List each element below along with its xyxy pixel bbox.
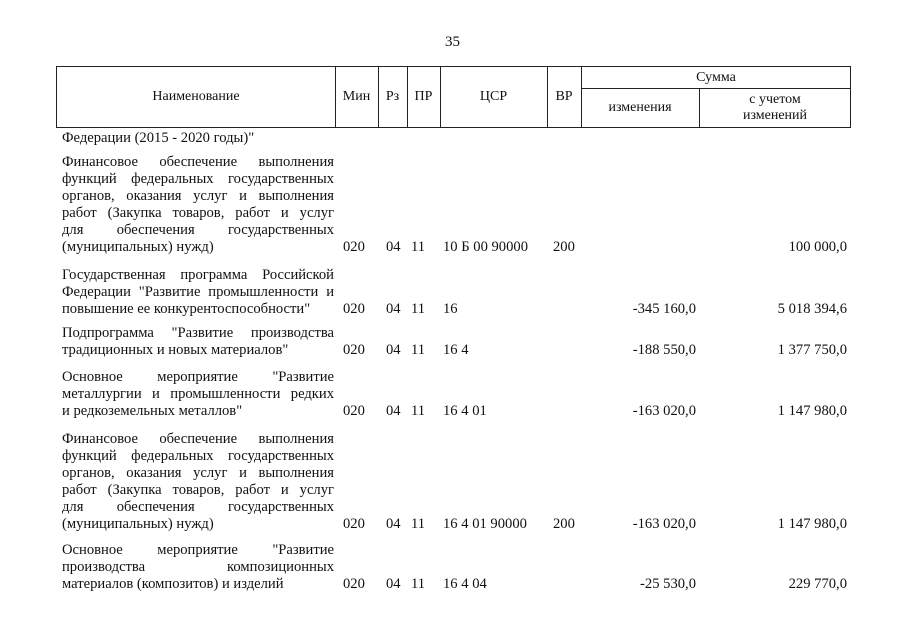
row-name-line: работ (Закупка товаров, работ и услуг: [62, 205, 334, 221]
cell-min: 020: [343, 516, 365, 532]
cell-min: 020: [343, 301, 365, 317]
cell-vr: 200: [553, 516, 575, 532]
cell-pr: 11: [411, 516, 426, 532]
cell-min: 020: [343, 239, 365, 255]
row-name: [62, 369, 334, 420]
row-name-line: органов, оказания услуг и выполнения: [62, 465, 334, 481]
cell-csr: 16 4 04: [443, 576, 487, 592]
row-name-line: функций федеральных государственных: [62, 171, 334, 187]
row-name: [62, 431, 334, 533]
header-divider: [581, 88, 851, 89]
row-name: [62, 154, 334, 256]
header-csr: ЦСР: [479, 89, 508, 104]
cell-pr: 11: [411, 576, 426, 592]
cell-rz: 04: [386, 301, 401, 317]
header-with-change-line: изменений: [742, 108, 808, 123]
cell-csr: 16 4: [443, 342, 469, 358]
cell-min: 020: [343, 576, 365, 592]
cell-total: 1 377 750,0: [777, 342, 847, 358]
row-name-line: металлургии и промышленности редких: [62, 386, 334, 402]
row-name-line: функций федеральных государственных: [62, 448, 334, 464]
row-name-line: (муниципальных) нужд): [62, 516, 214, 532]
cell-rz: 04: [386, 576, 401, 592]
row-name: [62, 267, 334, 318]
row-name-line: повышение ее конкурентоспособности": [62, 301, 311, 317]
table-header: [56, 66, 851, 128]
cell-rz: 04: [386, 239, 401, 255]
row-name-line: Финансовое обеспечение выполнения: [62, 154, 334, 170]
continuation-text: Федерации (2015 - 2020 годы)": [62, 130, 255, 146]
header-vr: ВР: [555, 89, 573, 104]
row-name: [62, 542, 334, 593]
cell-total: 5 018 394,6: [777, 301, 847, 317]
cell-pr: 11: [411, 403, 426, 419]
cell-min: 020: [343, 403, 365, 419]
cell-csr: 16: [443, 301, 458, 317]
cell-rz: 04: [386, 342, 401, 358]
row-name-line: Федерации "Развитие промышленности и: [62, 284, 334, 300]
cell-change: -345 160,0: [632, 301, 696, 317]
cell-pr: 11: [411, 239, 426, 255]
cell-change: -188 550,0: [632, 342, 696, 358]
row-name-line: (муниципальных) нужд): [62, 239, 214, 255]
row-name-line: для обеспечения государственных: [62, 222, 334, 238]
row-name-line: работ (Закупка товаров, работ и услуг: [62, 482, 334, 498]
cell-total: 1 147 980,0: [777, 516, 847, 532]
header-name: Наименование: [152, 89, 240, 104]
row-name-line: производства композиционных: [62, 559, 334, 575]
cell-csr: 16 4 01 90000: [443, 516, 527, 532]
cell-pr: 11: [411, 342, 426, 358]
row-name-line: органов, оказания услуг и выполнения: [62, 188, 334, 204]
row-name-line: Основное мероприятие "Развитие: [62, 369, 334, 385]
header-pr: ПР: [414, 89, 433, 104]
cell-csr: 16 4 01: [443, 403, 487, 419]
cell-min: 020: [343, 342, 365, 358]
cell-change: -163 020,0: [632, 516, 696, 532]
cell-change: -163 020,0: [632, 403, 696, 419]
cell-total: 100 000,0: [788, 239, 847, 255]
row-name-line: Основное мероприятие "Развитие: [62, 542, 334, 558]
header-with-change-line: с учетом: [749, 92, 801, 107]
row-name-line: материалов (композитов) и изделий: [62, 576, 284, 592]
cell-rz: 04: [386, 516, 401, 532]
header-with-change: [699, 92, 851, 124]
page-number: 35: [445, 34, 460, 50]
row-name: [62, 325, 334, 359]
cell-change: -25 530,0: [640, 576, 696, 592]
cell-csr: 10 Б 00 90000: [443, 239, 528, 255]
header-rz: Рз: [385, 89, 400, 104]
cell-pr: 11: [411, 301, 426, 317]
row-name-line: Подпрограмма "Развитие производства: [62, 325, 334, 341]
cell-total: 229 770,0: [788, 576, 847, 592]
row-name-line: традиционных и новых материалов": [62, 342, 289, 358]
cell-rz: 04: [386, 403, 401, 419]
header-change: изменения: [608, 100, 672, 115]
row-name-line: Финансовое обеспечение выполнения: [62, 431, 334, 447]
row-name-line: и редкоземельных металлов": [62, 403, 243, 419]
row-name-line: для обеспечения государственных: [62, 499, 334, 515]
cell-vr: 200: [553, 239, 575, 255]
header-min: Мин: [342, 89, 371, 104]
row-name-line: Государственная программа Российской: [62, 267, 334, 283]
cell-total: 1 147 980,0: [777, 403, 847, 419]
header-sum: Сумма: [696, 70, 736, 85]
